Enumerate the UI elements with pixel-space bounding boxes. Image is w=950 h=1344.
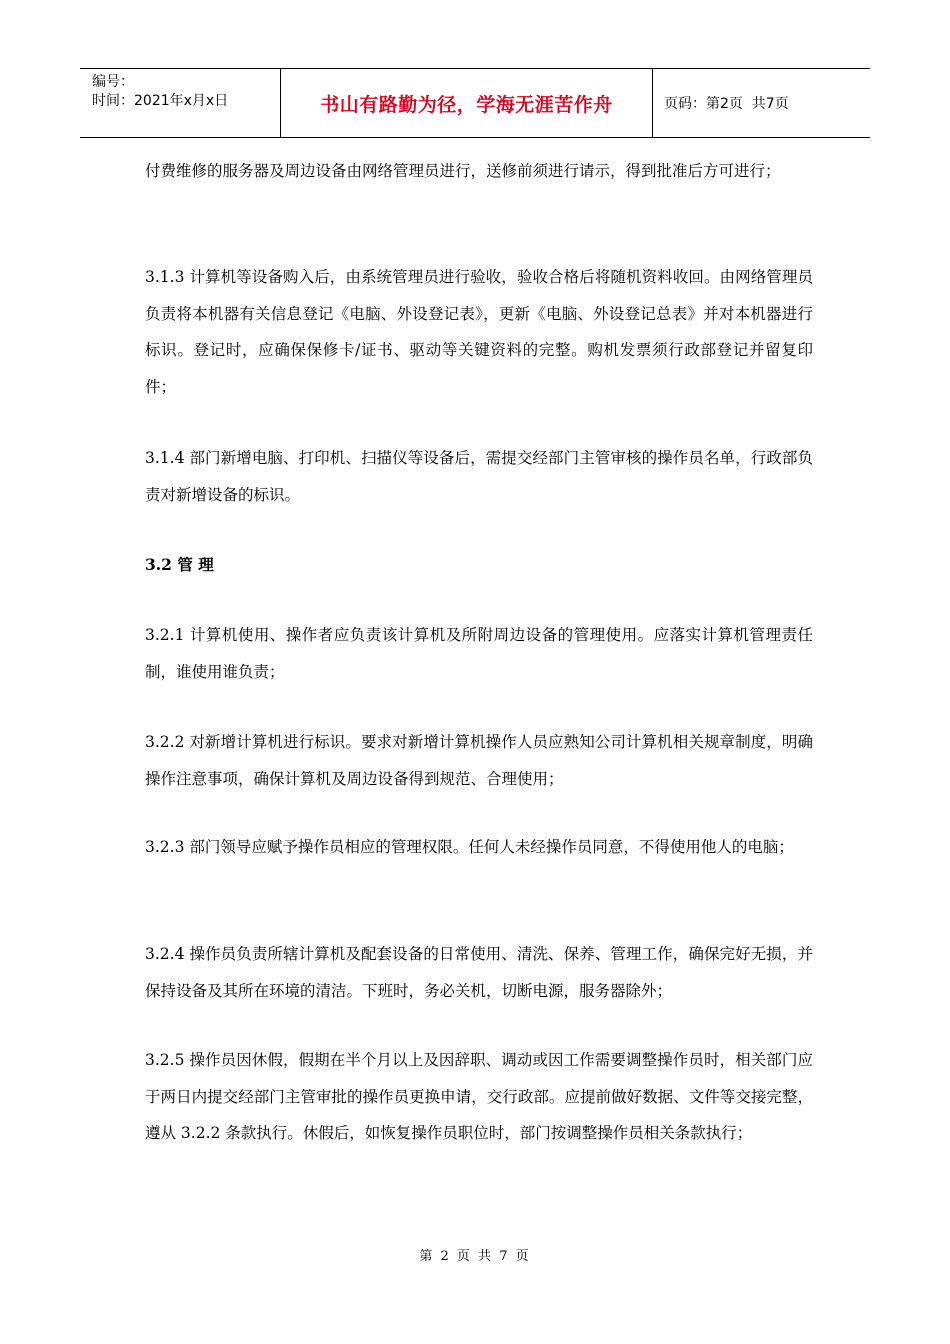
item-3-2-1: 3.2.1 计算机使用、操作者应负责该计算机及所附周边设备的管理使用。应落实计算机管理责任制，谁使用谁负责； xyxy=(145,626,813,681)
page-header xyxy=(80,68,870,138)
header-motto: 书山有路勤为径，学海无涯苦作舟 xyxy=(281,69,653,137)
paragraph-3-1-4: 3.1.4 部门新增电脑、打印机、扫描仪等设备后，需提交经部门主管审核的操作员名单，行政部负责对新增设备的标识。 xyxy=(145,449,813,504)
paragraph-3-1-3: 3.1.3 计算机等设备购入后，由系统管理员进行验收，验收合格后将随机资料收回。由网络管理员负责将本机器有关信息登记《电脑、外设登记表》，更新《电脑、外设登记总表》并对本机器进行标识。登记时，应确保保修卡/证书、驱动等关键资料的完整。购机发票须行政部登记并留复印件； xyxy=(145,268,813,396)
item-3-2-4: 3.2.4 操作员负责所辖计算机及配套设备的日常使用、清洗、保养、管理工作，确保完好无损，并保持设备及其所在环境的清洁。下班时，务必关机，切断电源，服务器除外； xyxy=(145,945,813,1000)
header-meta xyxy=(80,69,281,137)
paragraph-intro: 付费维修的服务器及周边设备由网络管理员进行，送修前须进行请示，得到批准后方可进行； xyxy=(145,162,781,180)
item-3-2-2: 3.2.2 对新增计算机进行标识。要求对新增计算机操作人员应熟知公司计算机相关规章制度，明确操作注意事项，确保计算机及周边设备得到规范、合理使用； xyxy=(145,733,813,788)
item-3-2-3: 3.2.3 部门领导应赋予操作员相应的管理权限。任何人未经操作员同意，不得使用他人的电脑； xyxy=(145,838,794,856)
section-heading: 3.2 管 理 xyxy=(145,555,214,574)
page-footer: 第 2 页 共 7 页 xyxy=(419,1249,531,1264)
document-number: 编号： xyxy=(92,74,134,90)
document-date: 时间：2021年x月x日 xyxy=(92,93,229,109)
header-page-info: 页码：第2页 共7页 xyxy=(664,96,789,112)
item-3-2-5: 3.2.5 操作员因休假，假期在半个月以上及因辞职、调动或因工作需要调整操作员时，相关部门应于两日内提交经部门主管审批的操作员更换申请，交行政部。应提前做好数据、文件等交接完整，遵从 3.2.2 条款执行。休假后，如恢复操作员职位时，部门按调整操作员相关条款执行； xyxy=(145,1051,813,1142)
